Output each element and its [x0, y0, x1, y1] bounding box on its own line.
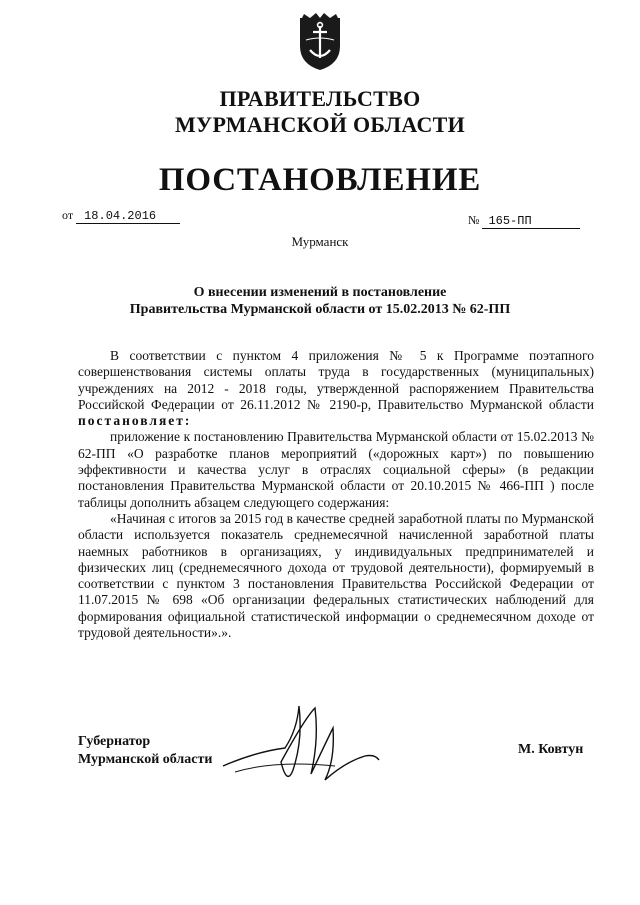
document-subject	[0, 284, 640, 318]
paragraph-quoted-text: «Начиная с итогов за 2015 год в качестве средней заработной платы по Мурманской области используется показатель среднемесячной начисленной заработной платы наемных работников в организациях, у индивидуальных предпринимателей и физических лиц (среднемесячного дохода от трудовой деятельности), формируемый в соответствии с пунктом 3 постановления Правительства Российской Федерации от 11.07.2015 № 698 «Об организации федеральных статистических наблюдений для формирования официальной статистической информации о среднемесячном доходе от трудовой деятельности».».	[78, 510, 594, 641]
document-type: ПОСТАНОВЛЕНИЕ	[158, 162, 482, 198]
number-prefix: №	[468, 213, 480, 227]
government-line-1: ПРАВИТЕЛЬСТВО	[219, 86, 421, 111]
position-line-2: Мурманской области	[78, 752, 213, 767]
signatory-position	[78, 733, 212, 769]
signatory-name: М. Ковтун	[518, 742, 584, 757]
document-body	[78, 348, 594, 641]
subject-line-1: О внесении изменений в постановление	[193, 285, 447, 300]
paragraph-preamble	[78, 348, 594, 429]
city: Мурманск	[291, 234, 349, 249]
decree-keyword: постановляет:	[78, 413, 192, 429]
handwritten-signature-icon	[215, 700, 385, 790]
position-line-1: Губернатор	[78, 734, 151, 749]
subject-line-2: Правительства Мурманской области от 15.02.2013 № 62-ПП	[129, 302, 511, 317]
number-line	[468, 213, 580, 229]
document-date: 18.04.2016	[76, 209, 180, 224]
preamble-text: В соответствии с пунктом 4 приложения № 5 к Программе поэтапного совершенствования системы оплаты труда в государственных (муниципальных) учреждениях на 2012 - 2018 годы, утвержденной распоряжением Правительства Российской Федерации от 26.11.2012 № 2190-р, Правительство Мурманской области	[78, 348, 594, 412]
paragraph-amendment: приложение к постановлению Правительства Мурманской области от 15.02.2013 № 62-ПП «О разработке планов мероприятий («дорожных карт») по повышению эффективности и качества услуг в отраслях социальной сферы» (в редакции постановления Правительства Мурманской области от 20.10.2015 № 466-ПП ) после таблицы дополнить абзацем следующего содержания:	[78, 429, 594, 510]
government-title	[0, 86, 640, 138]
date-line	[62, 208, 180, 224]
coat-of-arms-icon	[296, 12, 344, 72]
government-line-2: МУРМАНСКОЙ ОБЛАСТИ	[174, 112, 466, 137]
document-number: 165-ПП	[482, 214, 580, 229]
date-prefix: от	[62, 208, 74, 222]
